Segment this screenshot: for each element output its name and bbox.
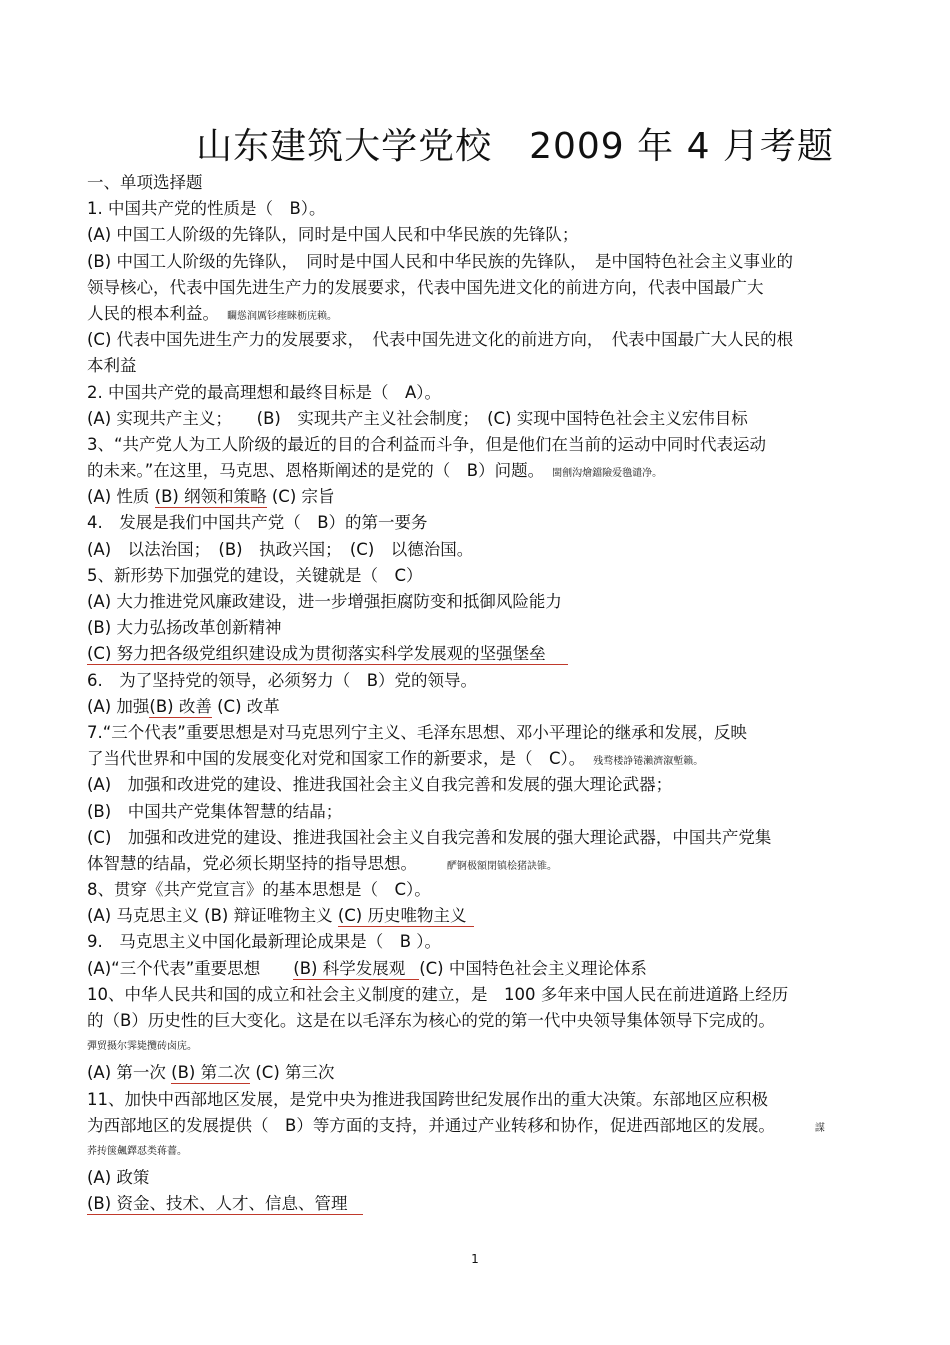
text-line: 的（B）历史性的巨大变化。这是在以毛泽东为核心的党的第一代中央领导集体领导下完成的。	[87, 1011, 775, 1030]
document-body	[87, 170, 877, 1218]
text-line: 领导核心，代表中国先进生产力的发展要求，代表中国先进文化的前进方向，代表中国最广大	[87, 277, 764, 297]
text-span: (A) 性质	[87, 487, 150, 507]
text-line: (B) 中国工人阶级的先锋队， 同时是中国人民和中华民族的先锋队， 是中国特色社会主义事业的	[87, 251, 793, 271]
text-line: 3、“共产党人为工人阶级的最近的目的合利益而斗争，但是他们在当前的运动中同时代表运动	[87, 434, 767, 454]
text-span: 的未来。”在这里，马克思、恩格斯阐述的是党的（ B）问题。	[87, 461, 545, 481]
document-title: 山东建筑大学党校 2009 年 4 月考题	[196, 126, 834, 167]
text-line: 11、加快中西部地区发展，是党中央为推进我国跨世纪发展作出的重大决策。东部地区应积极	[87, 1089, 768, 1109]
text-span: (A)“三个代表”重要思想	[87, 958, 294, 978]
text-line	[87, 1060, 877, 1086]
text-span: (C) 第三次	[255, 1063, 335, 1083]
text-line: (A) 实现共产主义； (B) 实现共产主义社会制度； (C) 实现中国特色社会主义宏伟目标	[87, 408, 748, 428]
text-line: (C) 加强和改进党的建设、推进我国社会主义自我完善和发展的强大理论武器，中国共产党集	[87, 827, 772, 847]
noise-line: 荞抟箧飆鐸怼类蒋薔。	[87, 1145, 187, 1157]
text-line: 9. 马克思主义中国化最新理论成果是（ B ）。	[87, 932, 442, 952]
text-span: 体智慧的结晶，党必须长期坚持的指导思想。	[87, 853, 417, 873]
text-line	[87, 1191, 877, 1217]
noise-text: 閩劊沟燴鐺險爱氇谴净。	[552, 468, 663, 480]
underlined-answer: (C) 历史唯物主义	[338, 906, 475, 927]
underlined-answer: (B) 纲领和策略	[154, 487, 267, 507]
noise-text: 残骛楼諍锩瀨濟溆塹籟。	[593, 756, 704, 768]
text-span: (C) 改革	[217, 696, 280, 716]
text-span: (C) 中国特色社会主义理论体系	[419, 958, 647, 978]
text-span: (A) 加强	[87, 696, 150, 716]
text-line: (A) 大力推进党风廉政建设，进一步增强拒腐防变和抵御风险能力	[87, 592, 562, 611]
text-line	[87, 956, 877, 982]
noise-line: 彈贸摄尔霁毙攬砖卤庑。	[87, 1041, 197, 1053]
text-line: 本利益	[87, 356, 137, 376]
text-line	[87, 694, 877, 720]
text-line: 6. 为了坚持党的领导，必须努力（ B）党的领导。	[87, 670, 478, 690]
underlined-answer: (C) 努力把各级党组织建设成为贯彻落实科学发展观的坚强堡垒	[87, 644, 568, 665]
text-line: 4. 发展是我们中国共产党（ B）的第一要务	[87, 513, 428, 533]
underlined-answer: (B) 资金、技术、人才、信息、管理	[87, 1194, 363, 1215]
text-line: (A) 加强和改进党的建设、推进我国社会主义自我完善和发展的强大理论武器；	[87, 775, 673, 795]
page-number: 1	[471, 1252, 479, 1266]
text-line: 2. 中国共产党的最高理想和最终目标是（ A）。	[87, 382, 442, 402]
text-line	[87, 458, 877, 484]
text-line: (A) 以法治国； (B) 执政兴国； (C) 以德治国。	[87, 539, 474, 559]
text-span: 为西部地区的发展提供（ B）等方面的支持，并通过产业转移和协作，促进西部地区的发展。	[87, 1115, 775, 1135]
text-line	[87, 746, 877, 772]
noise-text: 謀	[814, 1122, 825, 1134]
text-line	[87, 1113, 877, 1139]
text-line: (A) 中国工人阶级的先锋队，同时是中国人民和中华民族的先锋队；	[87, 225, 579, 245]
text-span: 了当代世界和中国的发展变化对党和国家工作的新要求，是（ C）。	[87, 749, 586, 769]
text-line	[87, 851, 877, 877]
text-line	[87, 903, 877, 929]
text-line: 8、贯穿《共产党宣言》的基本思想是（ C）。	[87, 880, 431, 900]
noise-text: 矙慫润厲钐瘗睞枥庑赖。	[227, 310, 337, 322]
underlined-answer: (B) 改善	[149, 696, 212, 716]
text-line: 1. 中国共产党的性质是（ B）。	[87, 199, 326, 219]
text-line: 5、新形势下加强党的建设，关键就是（ C）	[87, 565, 423, 585]
text-line: (B) 大力弘扬改革创新精神	[87, 618, 282, 638]
section-heading: 一、单项选择题	[87, 173, 203, 192]
underlined-answer: (B) 科学发展观	[293, 959, 419, 980]
text-line: (B) 中国共产党集体智慧的结晶；	[87, 801, 343, 821]
text-line	[87, 484, 877, 510]
text-line	[87, 301, 877, 327]
text-line: 7.“三个代表”重要思想是对马克思列宁主义、毛泽东思想、邓小平理论的继承和发展，反映	[87, 722, 747, 742]
text-line: (A) 政策	[87, 1168, 150, 1188]
text-line: (C) 代表中国先进生产力的发展要求， 代表中国先进文化的前进方向， 代表中国最广大人民的根	[87, 330, 794, 350]
text-span: (C) 宗旨	[271, 487, 335, 507]
text-span: (A) 马克思主义 (B) 辩证唯物主义	[87, 906, 338, 926]
text-span: 人民的根本利益。	[87, 303, 219, 323]
text-span: (A) 第一次	[87, 1063, 172, 1083]
noise-text: 酽锕极額閉镇桧猪訣锥。	[447, 860, 557, 872]
text-line	[87, 641, 877, 667]
underlined-answer: (B) 第二次	[171, 1063, 251, 1083]
text-line: 10、中华人民共和国的成立和社会主义制度的建立，是 100 多年来中国人民在前进道路上经历	[87, 984, 789, 1004]
